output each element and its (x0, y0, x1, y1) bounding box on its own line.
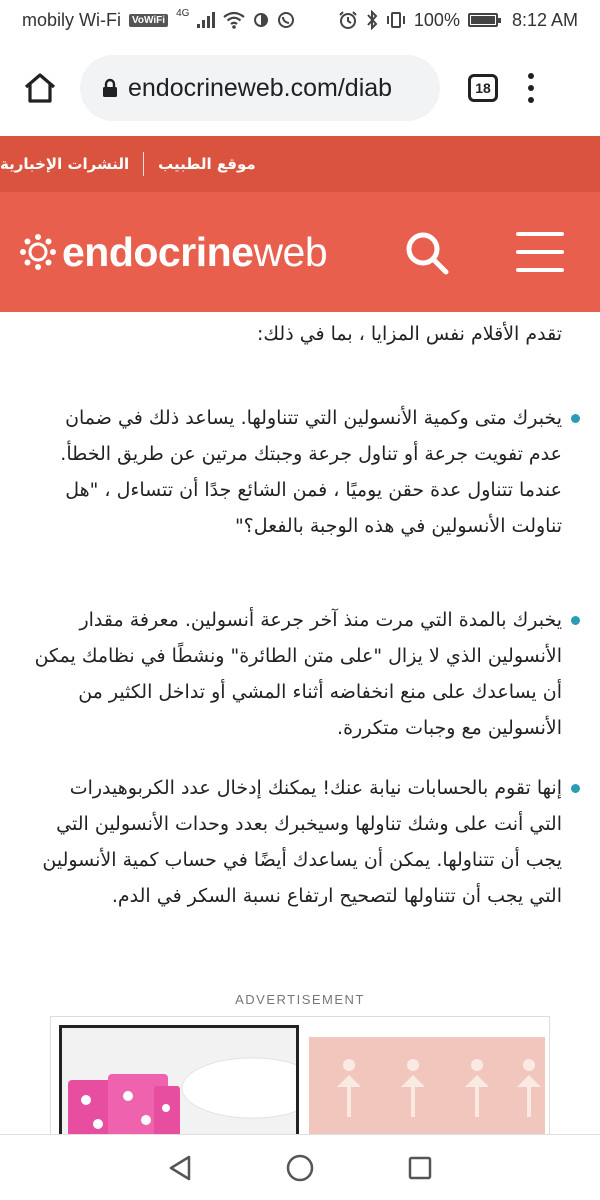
battery-fill (471, 16, 495, 24)
home-button[interactable] (12, 60, 68, 116)
browser-menu-button[interactable] (528, 73, 534, 103)
newsletters-link[interactable]: النشرات الإخبارية (0, 155, 130, 173)
home-circle-icon (285, 1153, 315, 1183)
ballerina-illustration (309, 1037, 545, 1136)
sun-logo-icon (18, 232, 58, 272)
battery-icon (468, 13, 498, 27)
list-item-text: يخبرك متى وكمية الأنسولين التي تتناولها. يساعد ذلك في ضمان عدم تفويت جرعة أو تناول جرعة وجبتك مرتين عن طريق الخطأ. عندما تتناول عدة حقن يوميًا ، فمن الشائع جدًا أن تتساءل ، "هل تناولت الأنسولين في هذه الوجبة بالفعل؟" (60, 407, 562, 537)
list-item-text: إنها تقوم بالحسابات نيابة عنك! يمكنك إدخال عدد الكربوهيدرات التي أنت على وشك تناولها وسيخبرك بعدد وحدات الأنسولين التي يجب أن تتناولها. يمكن أن يساعدك أيضًا في حساب كمية الأنسولين التي يجب أن تتناولها لتصحيح ارتفاع نسبة السكر في الدم. (42, 777, 562, 907)
bullet-dot (571, 414, 580, 423)
carrier-label: mobily Wi-Fi (22, 9, 121, 30)
list-item (34, 602, 562, 746)
network-type: 4G (176, 7, 190, 19)
back-triangle-icon (167, 1154, 193, 1182)
back-button[interactable] (160, 1148, 200, 1188)
wifi-icon (223, 11, 245, 29)
signal-icon (197, 12, 215, 28)
logo-wordmark: endocrineweb (62, 228, 328, 275)
ad-product-image-towels[interactable] (59, 1025, 299, 1136)
bullet-dot (571, 784, 580, 793)
link-divider (143, 152, 144, 176)
site-logo[interactable] (18, 229, 327, 276)
search-icon (402, 228, 452, 278)
battery-percent: 100% (413, 9, 460, 30)
whatsapp-icon (277, 11, 295, 29)
site-header (0, 192, 600, 312)
bluetooth-icon (366, 10, 378, 30)
list-item-text: يخبرك بالمدة التي مرت منذ آخر جرعة أنسولين. معرفة مقدار الأنسولين الذي لا يزال "على متن الطائرة" ونشطًا في نظامك يمكن أن يساعدك على منع انخفاضه أثناء المشي أو تداخل الكثير من الأنسولين مع وجبات متكررة. (34, 609, 562, 739)
lock-icon (102, 78, 118, 98)
article-intro: تقدم الأقلام نفس المزايا ، بما في ذلك: (256, 323, 562, 345)
list-item (34, 770, 562, 914)
bullet-dot (571, 616, 580, 625)
status-bar-left (22, 7, 295, 31)
towel-illustration (62, 1028, 299, 1136)
search-button[interactable] (402, 228, 452, 278)
article-body (0, 312, 600, 988)
status-bar-right (338, 10, 578, 31)
tab-switcher-button[interactable]: 18 (468, 74, 498, 102)
ad-product-image-rug[interactable] (309, 1037, 545, 1136)
system-navigation-bar (0, 1134, 600, 1200)
clock: 8:12 AM (511, 9, 578, 30)
browser-toolbar (0, 40, 600, 136)
alarm-icon (338, 10, 358, 30)
physician-site-link[interactable]: موقع الطبيب (158, 155, 256, 173)
recents-square-icon (407, 1155, 433, 1181)
site-top-links (0, 136, 600, 192)
address-bar[interactable] (80, 55, 440, 121)
status-bar (0, 0, 600, 40)
list-item (34, 400, 562, 544)
recents-button[interactable] (400, 1148, 440, 1188)
vibrate-icon (386, 10, 406, 30)
vowifi-badge: VoWiFi (129, 14, 168, 27)
advertisement-label: ADVERTISEMENT (235, 992, 365, 1007)
data-saver-icon (253, 12, 269, 28)
url-text: endocrineweb.com/diab (128, 73, 393, 102)
advertisement-banner[interactable] (50, 1016, 550, 1136)
home-nav-button[interactable] (280, 1148, 320, 1188)
menu-button[interactable] (516, 232, 564, 272)
home-icon (23, 72, 57, 104)
